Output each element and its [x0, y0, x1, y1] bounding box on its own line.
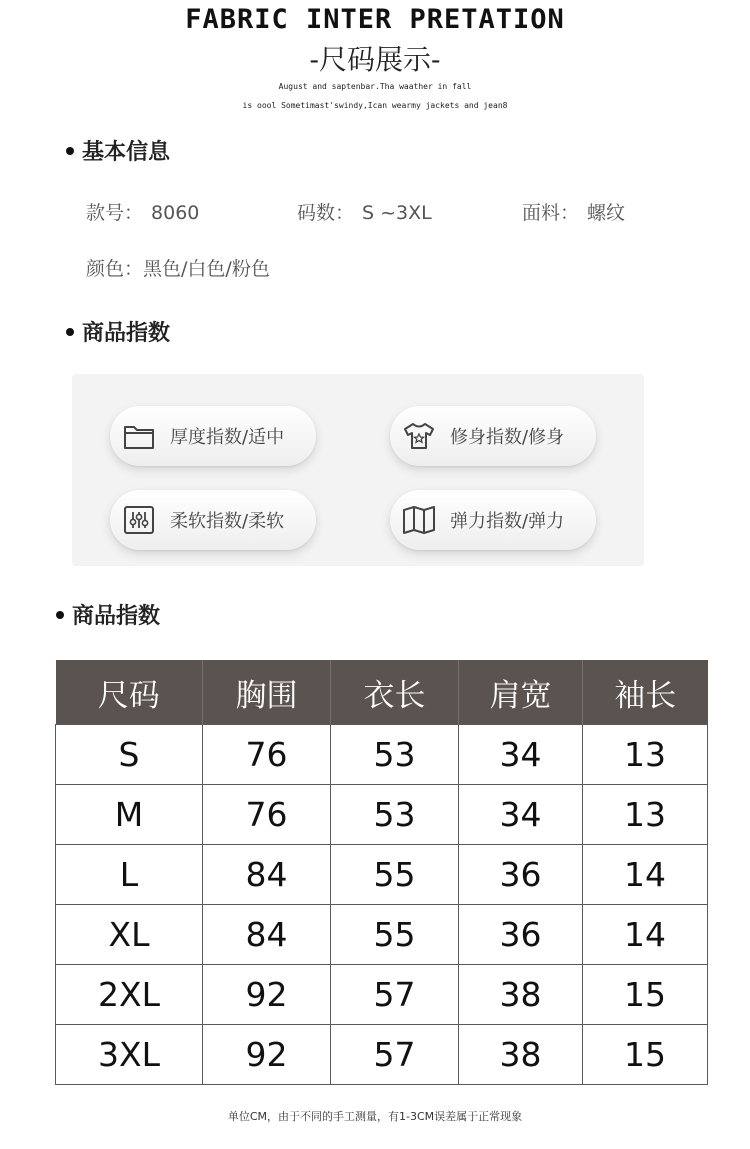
table-cell: 92: [203, 1025, 331, 1085]
table-cell: 34: [459, 785, 583, 845]
column-header-shoulder: 肩宽: [459, 660, 583, 725]
column-header-size: 尺码: [56, 660, 203, 725]
table-cell: 15: [583, 965, 708, 1025]
table-cell: 92: [203, 965, 331, 1025]
fabric: [522, 198, 625, 225]
size-range-value: S ~3XL: [362, 202, 432, 224]
elasticity-index-label: 弹力指数/弹力: [450, 511, 565, 532]
tagline-line-1: August and saptenbar.Tha waather in fall: [278, 82, 472, 91]
table-cell: 36: [459, 845, 583, 905]
fabric-value: 螺纹: [587, 202, 626, 224]
table-cell: 76: [203, 785, 331, 845]
elasticity-index-pill: [390, 490, 596, 550]
colors-value: 黑色/白色/粉色: [143, 258, 270, 280]
table-cell: 36: [459, 905, 583, 965]
fit-index-pill: [390, 406, 596, 466]
table-cell: 53: [331, 725, 459, 785]
table-cell: 84: [203, 905, 331, 965]
table-cell: 13: [583, 725, 708, 785]
style-number-value: 8060: [151, 202, 200, 224]
table-cell: 13: [583, 785, 708, 845]
table-cell: 15: [583, 1025, 708, 1085]
table-cell: 34: [459, 725, 583, 785]
thickness-index-label: 厚度指数/适中: [170, 427, 285, 448]
sliders-icon: [122, 503, 156, 537]
tagline-line-2: is oool Sometimast'swindy,Ican wearmy jackets and jean8: [242, 101, 508, 110]
table-cell: XL: [56, 905, 203, 965]
product-index-panel: [72, 374, 644, 566]
bullet-icon: [66, 147, 74, 155]
size-chart-table: [55, 660, 708, 1085]
table-cell: L: [56, 845, 203, 905]
table-cell: 14: [583, 905, 708, 965]
table-cell: 57: [331, 1025, 459, 1085]
table-cell: 38: [459, 1025, 583, 1085]
measurement-footnote: 单位CM，由于不同的手工测量，有1-3CM误差属于正常现象: [227, 1110, 523, 1123]
size-section-heading-text: 商品指数: [72, 604, 161, 629]
table-cell: M: [56, 785, 203, 845]
table-cell: S: [56, 725, 203, 785]
fit-index-label: 修身指数/修身: [450, 427, 565, 448]
softness-index-label: 柔软指数/柔软: [170, 511, 285, 532]
column-header-chest: 胸围: [203, 660, 331, 725]
table-header-row: [56, 660, 708, 725]
fabric-label: 面料：: [522, 202, 580, 224]
table-cell: 3XL: [56, 1025, 203, 1085]
folder-icon: [122, 419, 156, 453]
table-cell: 55: [331, 845, 459, 905]
page-subtitle: -尺码展示-: [309, 43, 441, 76]
style-number-label: 款号：: [86, 202, 144, 224]
size-range: [297, 198, 432, 225]
table-cell: 53: [331, 785, 459, 845]
size-range-label: 码数：: [297, 202, 355, 224]
table-row: [56, 785, 708, 845]
size-section-heading: [56, 599, 160, 630]
colors: [86, 254, 270, 281]
table-row: [56, 845, 708, 905]
table-row: [56, 965, 708, 1025]
table-cell: 76: [203, 725, 331, 785]
table-cell: 55: [331, 905, 459, 965]
table-row: [56, 1025, 708, 1085]
table-cell: 14: [583, 845, 708, 905]
colors-label: 颜色：: [86, 258, 144, 280]
fabric-stretch-icon: [402, 503, 436, 537]
table-cell: 38: [459, 965, 583, 1025]
page-title: FABRIC INTER PRETATION: [185, 4, 565, 35]
column-header-length: 衣长: [331, 660, 459, 725]
bullet-icon: [66, 328, 74, 336]
bullet-icon: [56, 611, 64, 619]
softness-index-pill: [110, 490, 316, 550]
basic-info-heading: [66, 135, 170, 166]
table-cell: 57: [331, 965, 459, 1025]
tshirt-icon: [402, 419, 436, 453]
thickness-index-pill: [110, 406, 316, 466]
table-cell: 84: [203, 845, 331, 905]
table-cell: 2XL: [56, 965, 203, 1025]
basic-info-heading-text: 基本信息: [82, 140, 171, 165]
style-number: [86, 198, 199, 225]
column-header-sleeve: 袖长: [583, 660, 708, 725]
table-row: [56, 905, 708, 965]
product-index-heading: [66, 316, 170, 347]
product-index-heading-text: 商品指数: [82, 321, 171, 346]
table-row: [56, 725, 708, 785]
